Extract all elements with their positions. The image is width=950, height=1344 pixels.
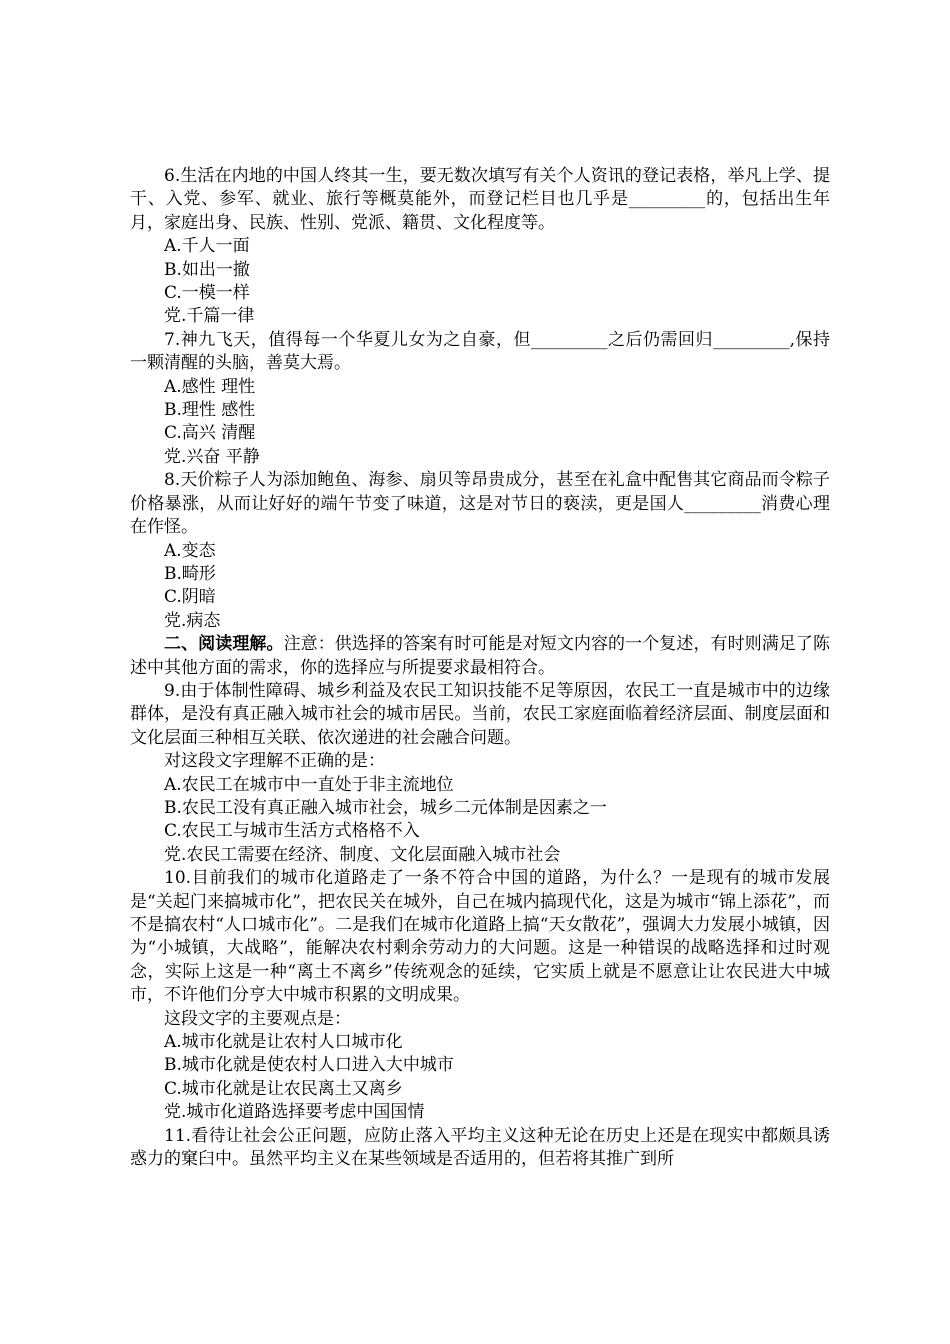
section-2-heading: 二、阅读理解。 <box>164 634 284 655</box>
question-10-prompt: 这段文字的主要观点是： <box>164 1008 351 1029</box>
question-9-prompt: 对这段文字理解不正确的是： <box>164 751 385 772</box>
section-2-intro <box>130 633 830 680</box>
question-8-option-d: 党.病态 <box>164 610 221 631</box>
question-10-option-d: 党.城市化道路选择要考虑中国国情 <box>164 1102 425 1123</box>
question-7-option-b: B.理性 感性 <box>164 400 256 421</box>
question-10-text: 10.目前我们的城市化道路走了一条不符合中国的道路，为什么？一是现有的城市发展是“关起门来搞城市化”，把农民关在城外，自己在城内搞现代化，这是为城市“锦上添花”，而不是搞农村“人口城市化”。二是我们在城市化道路上搞“天女散花”，强调大力发展小城镇，因为“小城镇，大战略”，能解决农村剩余劳动力的大问题。这是一种错误的战略选择和过时观念，实际上这是一种“离土不离乡”传统观念的延续，它实质上就是不愿意让让农民进大中城市，不许他们分亨大中城市积累的文明成果。 <box>130 868 830 1006</box>
question-8-option-b: B.畸形 <box>164 563 216 584</box>
question-6-text: 6.生活在内地的中国人终其一生，要无数次填写有关个人资讯的登记表格，举凡上学、提干、入党、参军、就业、旅行等概莫能外，而登记栏目也几乎是_________的，包括出生年月，家庭出身、民族、性别、党派、籍贯、文化程度等。 <box>130 166 830 233</box>
question-6-option-c: C.一模一样 <box>164 283 250 304</box>
question-9-text: 9.由于体制性障碍、城乡利益及农民工知识技能不足等原因，农民工一直是城市中的边缘群体，是没有真正融入城市社会的城市居民。当前，农民工家庭面临着经济层面、制度层面和文化层面三种相互关联、依次递进的社会融合问题。 <box>130 680 830 748</box>
question-6-option-d: 党.千篇一律 <box>164 306 255 327</box>
question-11-text: 11.看待让社会公正问题，应防止落入平均主义这种无论在历史上还是在现实中都颇具诱惑力的窠臼中。虽然平均主义在某些领域是否适用的，但若将其推广到所 <box>130 1125 830 1170</box>
question-6-option-b: B.如出一撤 <box>164 259 250 280</box>
question-7-option-c: C.高兴 清醒 <box>164 423 256 444</box>
question-7-option-a: A.感性 理性 <box>164 376 256 397</box>
question-9-option-b: B.农民工没有真正融入城市社会，城乡二元体制是因素之一 <box>164 797 607 818</box>
question-9-option-a: A.农民工在城市中一直处于非主流地位 <box>164 774 454 795</box>
question-10-option-b: B.城市化就是使农村人口进入大中城市 <box>164 1055 454 1076</box>
question-9-option-c: C.农民工与城市生活方式格格不入 <box>164 821 420 842</box>
question-9-option-d: 党.农民工需要在经济、制度、文化层面融入城市社会 <box>164 844 561 865</box>
question-6-option-a: A.千人一面 <box>164 236 250 257</box>
question-8-option-c: C.阴暗 <box>164 587 216 608</box>
question-7-text: 7.神九飞天，值得每一个华夏儿女为之自豪，但_________之后仍需回归_________,保持一颗清醒的头脑，善莫大焉。 <box>130 329 830 374</box>
question-7-option-d: 党.兴奋 平静 <box>164 446 260 467</box>
question-8-option-a: A.变态 <box>164 540 216 561</box>
section-2-note: 注意：供选择的答案有时可能是对短文内容的一个复述，有时则满足了陈述中其他方面的需求，你的选择应与所提要求最相符合。 <box>130 634 831 678</box>
question-10-option-c: C.城市化就是让农民离土又离乡 <box>164 1078 403 1099</box>
document-page <box>130 165 830 1171</box>
question-10-option-a: A.城市化就是让农村人口城市化 <box>164 1032 403 1053</box>
question-8-text: 8.天价粽子人为添加鲍鱼、海参、扇贝等昂贵成分，甚至在礼盒中配售其它商品而令粽子价格暴涨，从而让好好的端午节变了味道，这是对节日的亵渎，更是国人_________消费心理在作怪。 <box>130 470 830 538</box>
